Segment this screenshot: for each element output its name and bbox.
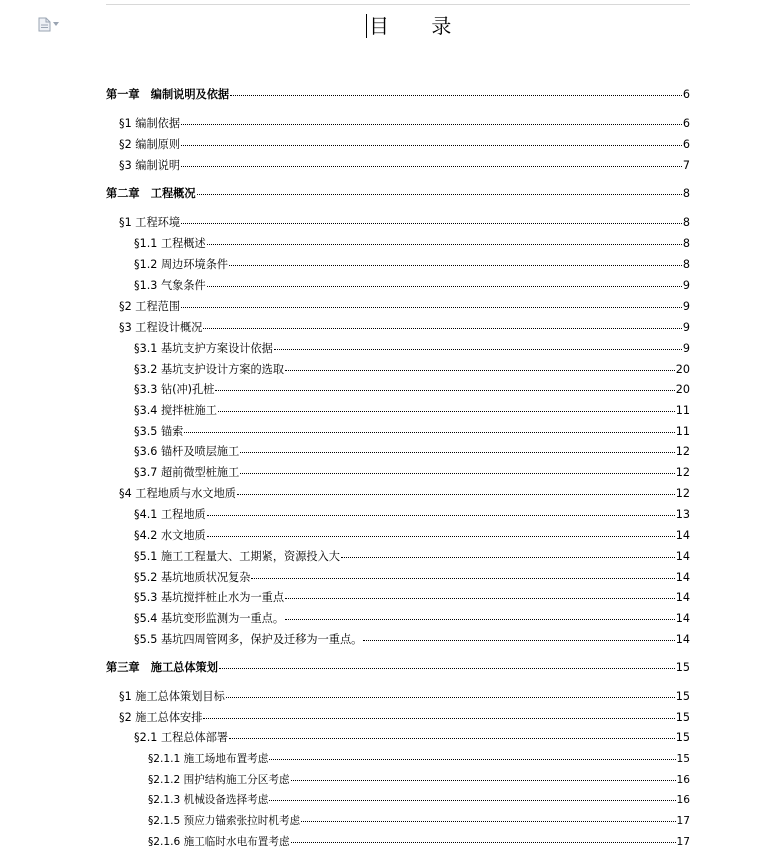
toc-entry-text: §1 编制依据 [119, 117, 181, 130]
toc-dot-leader [269, 759, 675, 760]
toc-page-number: 17 [676, 836, 690, 848]
toc-entry[interactable] [148, 813, 690, 829]
toc-entry-text: §3.2 基坑支护设计方案的选取 [134, 363, 285, 376]
toc-entry[interactable] [134, 465, 690, 481]
toc-entry[interactable] [134, 236, 690, 252]
toc-entry[interactable] [119, 137, 690, 153]
document-menu-icon[interactable] [38, 16, 62, 32]
toc-entry-text: §1 工程环境 [119, 216, 181, 229]
toc-dot-leader [218, 411, 675, 412]
page-icon [38, 17, 51, 32]
toc-entry-text: §2 施工总体安排 [119, 711, 203, 724]
toc-dot-leader [181, 223, 682, 224]
toc-entry[interactable] [119, 158, 690, 174]
toc-entry[interactable] [148, 792, 690, 808]
toc-entry[interactable] [134, 730, 690, 746]
toc-entry-text: 第一章 编制说明及依据 [106, 88, 230, 101]
toc-dot-leader [229, 738, 675, 739]
toc-entry-text: §3.5 锚索 [134, 425, 184, 438]
toc-page-number: 12 [675, 445, 690, 458]
toc-page-number: 9 [682, 279, 690, 292]
toc-dot-leader [291, 780, 676, 781]
toc-page-number: 14 [675, 591, 690, 604]
toc-entry[interactable] [119, 299, 690, 315]
toc-dot-leader [203, 718, 674, 719]
toc-page-number: 15 [675, 731, 690, 744]
toc-dot-leader [207, 286, 682, 287]
toc-entry[interactable] [119, 710, 690, 726]
toc-entry[interactable] [119, 215, 690, 231]
toc-dot-leader [229, 265, 682, 266]
toc-page-number: 17 [676, 815, 690, 827]
toc-entry[interactable] [134, 444, 690, 460]
toc-entry[interactable] [134, 278, 690, 294]
toc-dot-leader [291, 842, 676, 843]
toc-page-number: 9 [682, 342, 690, 355]
toc-entry[interactable] [134, 403, 690, 419]
toc-entry[interactable] [119, 486, 690, 502]
toc-entry-text: §3.7 超前微型桩施工 [134, 466, 240, 479]
toc-entry[interactable] [134, 570, 690, 586]
toc-entry-text: §2.1.5 预应力锚索张拉时机考虑 [148, 815, 301, 827]
toc-entry[interactable] [134, 632, 690, 648]
text-cursor [366, 14, 367, 38]
toc-entry-text: §5.3 基坑搅拌桩止水为一重点 [134, 591, 285, 604]
toc-entry-text: §3.1 基坑支护方案设计依据 [134, 342, 273, 355]
toc-page-number: 7 [682, 159, 690, 172]
toc-page-number: 9 [682, 300, 690, 313]
toc-entry[interactable] [134, 382, 690, 398]
toc-page-number: 20 [675, 383, 690, 396]
toc-page-number: 14 [675, 571, 690, 584]
toc-dot-leader [285, 619, 675, 620]
toc-dot-leader [219, 668, 675, 669]
toc-entry-text: §2.1 工程总体部署 [134, 731, 229, 744]
toc-dot-leader [230, 95, 682, 96]
toc-entry[interactable] [134, 341, 690, 357]
toc-page-number: 12 [675, 466, 690, 479]
toc-dot-leader [215, 390, 674, 391]
toc-dot-leader [363, 640, 674, 641]
toc-page-number: 15 [675, 661, 690, 674]
toc-page-number: 6 [682, 138, 690, 151]
toc-entry-text: §1.3 气象条件 [134, 279, 206, 292]
toc-page-number: 12 [675, 487, 690, 500]
toc-entry-text: §4.2 水文地质 [134, 529, 206, 542]
toc-page-number: 6 [682, 88, 690, 101]
toc-entry-text: §3 编制说明 [119, 159, 181, 172]
toc-page-number: 14 [675, 529, 690, 542]
toc-entry[interactable] [134, 362, 690, 378]
toc-title: 目 录 [369, 14, 470, 38]
toc-dot-leader [207, 515, 675, 516]
toc-dot-leader [181, 166, 682, 167]
toc-dot-leader [181, 145, 682, 146]
toc-entry[interactable] [119, 116, 690, 132]
toc-dot-leader [197, 194, 682, 195]
toc-entry[interactable] [134, 611, 690, 627]
toc-page-number: 11 [675, 404, 690, 417]
toc-page-number: 16 [676, 774, 690, 786]
chevron-down-icon [53, 22, 59, 26]
toc-dot-leader [301, 821, 675, 822]
toc-page-number: 8 [682, 187, 690, 200]
toc-page-number: 8 [682, 237, 690, 250]
toc-entry-text: §2.1.1 施工场地布置考虑 [148, 753, 269, 765]
toc-entry[interactable] [134, 528, 690, 544]
toc-dot-leader [274, 349, 682, 350]
toc-entry[interactable] [148, 751, 690, 767]
toc-dot-leader [240, 452, 674, 453]
toc-dot-leader [240, 473, 674, 474]
toc-entry-text: §2 工程范围 [119, 300, 181, 313]
toc-entry[interactable] [134, 549, 690, 565]
toc-entry-text: §5.1 施工工程量大、工期紧，资源投入大 [134, 550, 340, 563]
toc-chapter-entry[interactable] [106, 87, 690, 103]
toc-entry[interactable] [134, 590, 690, 606]
toc-page-number: 11 [675, 425, 690, 438]
toc-page-number: 15 [675, 711, 690, 724]
toc-chapter-entry[interactable] [106, 186, 690, 202]
toc-entry[interactable] [134, 424, 690, 440]
toc-entry[interactable] [119, 689, 690, 705]
toc-page-number: 6 [682, 117, 690, 130]
toc-chapter-entry[interactable] [106, 660, 690, 676]
toc-entry-text: 第三章 施工总体策划 [106, 661, 218, 674]
toc-entry-text: §1 施工总体策划目标 [119, 690, 225, 703]
toc-page-number: 14 [675, 633, 690, 646]
toc-dot-leader [226, 697, 675, 698]
toc-entry-text: §2.1.3 机械设备选择考虑 [148, 794, 269, 806]
toc-entry-text: §5.2 基坑地质状况复杂 [134, 571, 251, 584]
toc-entry[interactable] [148, 834, 690, 850]
toc-dot-leader [237, 494, 675, 495]
toc-dot-leader [251, 578, 674, 579]
toc-page-number: 14 [675, 550, 690, 563]
toc-page-number: 15 [676, 753, 690, 765]
toc-dot-leader [207, 244, 682, 245]
header-rule [106, 4, 690, 5]
toc-dot-leader [269, 800, 675, 801]
toc-entry[interactable] [148, 772, 690, 788]
toc-page-number: 8 [682, 216, 690, 229]
toc-entry-text: §5.5 基坑四周管网多，保护及迁移为一重点。 [134, 633, 363, 646]
toc-dot-leader [285, 370, 675, 371]
toc-entry[interactable] [134, 507, 690, 523]
toc-page-number: 9 [682, 321, 690, 334]
toc-entry-text: §2.1.2 围护结构施工分区考虑 [148, 774, 290, 786]
toc-dot-leader [341, 557, 675, 558]
toc-page-number: 8 [682, 258, 690, 271]
toc-dot-leader [181, 307, 682, 308]
toc-entry-text: 第二章 工程概况 [106, 187, 196, 200]
toc-dot-leader [207, 536, 675, 537]
toc-entry-text: §2.1.6 施工临时水电布置考虑 [148, 836, 290, 848]
toc-dot-leader [203, 328, 681, 329]
toc-entry-text: §1.1 工程概述 [134, 237, 206, 250]
toc-page-number: 14 [675, 612, 690, 625]
toc-dot-leader [181, 124, 682, 125]
toc-page-number: 15 [675, 690, 690, 703]
toc-dot-leader [285, 598, 675, 599]
toc-page-number: 20 [675, 363, 690, 376]
toc-entry-text: §1.2 周边环境条件 [134, 258, 229, 271]
toc-page-number: 16 [676, 794, 690, 806]
toc-entry-text: §3.3 钻(冲)孔桩 [134, 383, 215, 396]
toc-entry-text: §3 工程设计概况 [119, 321, 203, 334]
toc-entry[interactable] [119, 320, 690, 336]
toc-entry-text: §4.1 工程地质 [134, 508, 206, 521]
toc-entry-text: §3.4 搅拌桩施工 [134, 404, 217, 417]
toc-entry-text: §4 工程地质与水文地质 [119, 487, 236, 500]
toc-entry-text: §5.4 基坑变形监测为一重点。 [134, 612, 285, 625]
toc-entry-text: §3.6 锚杆及喷层施工 [134, 445, 240, 458]
toc-entry[interactable] [134, 257, 690, 273]
toc-dot-leader [184, 432, 674, 433]
toc-page-number: 13 [675, 508, 690, 521]
toc-entry-text: §2 编制原则 [119, 138, 181, 151]
